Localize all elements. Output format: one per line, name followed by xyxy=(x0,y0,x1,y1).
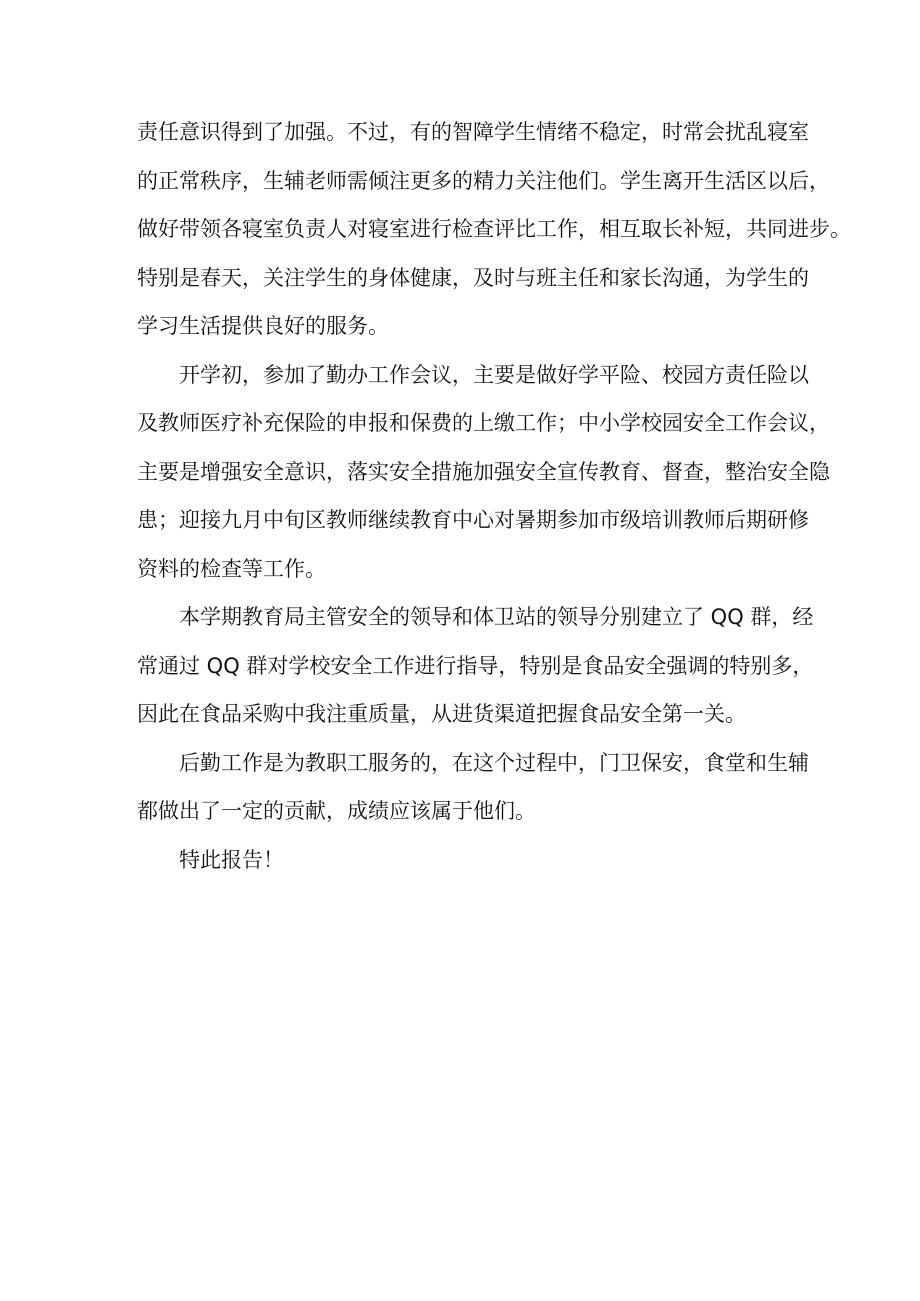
text-line: 因此在食品采购中我注重质量，从进货渠道把握食品安全第一关。 xyxy=(137,702,746,726)
text-line: 主要是增强安全意识，落实安全措施加强安全宣传教育、督查，整治安全隐 xyxy=(137,459,830,484)
text-line: 及教师医疗补充保险的申报和保费的上缴工作；中小学校园安全工作会议， xyxy=(137,411,830,435)
text-line: 学习生活提供良好的服务。 xyxy=(137,314,389,338)
text-line: 做好带领各寝室负责人对寝室进行检查评比工作，相互取长补短，共同进步。 xyxy=(137,217,851,241)
text-line: 开学初，参加了勤办工作会议，主要是做好学平险、校园方责任险以 xyxy=(179,362,809,387)
text-line: 资料的检查等工作。 xyxy=(137,556,326,581)
text-line: 患；迎接九月中旬区教师继续教育中心对暑期参加市级培训教师后期研修 xyxy=(137,508,809,532)
text-line: 责任意识得到了加强。不过，有的智障学生情绪不稳定，时常会扰乱寝室 xyxy=(137,120,809,144)
document-body xyxy=(137,108,851,884)
text-line: 常通过 QQ 群对学校安全工作进行指导，特别是食品安全强调的特别多， xyxy=(137,653,814,678)
text-line: 的正常秩序，生辅老师需倾注更多的精力关注他们。学生离开生活区以后， xyxy=(137,168,830,193)
text-line: 都做出了一定的贡献，成绩应该属于他们。 xyxy=(137,799,536,823)
text-line: 特别是春天，关注学生的身体健康，及时与班主任和家长沟通，为学生的 xyxy=(137,265,809,290)
text-line: 特此报告！ xyxy=(179,847,284,872)
text-line: 本学期教育局主管安全的领导和体卫站的领导分别建立了 QQ 群，经 xyxy=(179,605,814,629)
text-line: 后勤工作是为教职工服务的，在这个过程中，门卫保安，食堂和生辅 xyxy=(179,750,809,775)
